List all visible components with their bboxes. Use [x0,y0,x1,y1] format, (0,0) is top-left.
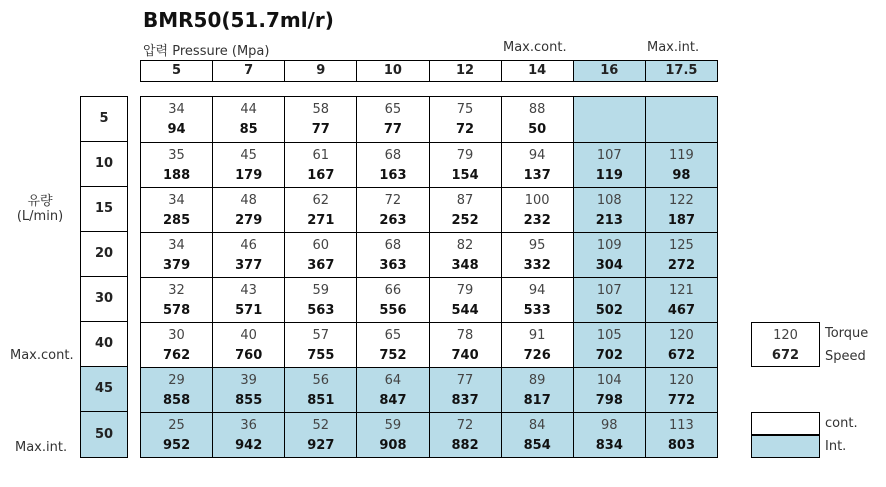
speed-value: 927 [307,438,335,453]
table-cell [429,413,501,457]
table-row [141,322,717,367]
flow-header-cell: 10 [80,141,128,186]
legend-cont-swatch [751,412,820,435]
torque-value: 89 [528,373,546,388]
torque-value: 43 [240,283,257,298]
torque-value: 108 [596,193,622,208]
torque-value: 35 [168,148,185,163]
pressure-header-cell: 7 [212,61,284,81]
torque-value: 68 [384,238,402,253]
torque-value: 87 [456,193,474,208]
speed-value: 952 [162,438,191,453]
speed-value: 755 [307,348,335,363]
table-cell [645,278,717,322]
table-cell [573,323,645,367]
torque-value: 59 [384,418,402,433]
pressure-header-cell: 10 [356,61,428,81]
pressure-header-row [140,60,718,82]
torque-value: 122 [669,193,694,208]
table-cell [501,278,573,322]
torque-value: 88 [528,102,546,117]
speed-value: 348 [451,258,479,273]
torque-value: 119 [669,148,694,163]
table-cell [645,233,717,277]
speed-value: 556 [379,303,407,318]
table-cell [573,368,645,412]
torque-value: 75 [456,102,474,117]
table-cell [356,233,428,277]
speed-value: 672 [667,348,695,363]
torque-value: 56 [312,373,330,388]
table-row [141,142,717,187]
table-cell [212,278,284,322]
speed-value: 252 [451,213,479,228]
speed-value: 882 [451,438,479,453]
table-cell [501,323,573,367]
torque-value: 113 [669,418,694,433]
torque-value: 48 [240,193,257,208]
flow-header-cell: 50 [80,411,128,458]
speed-value: 271 [307,213,335,228]
torque-value: 94 [528,148,546,163]
speed-value: 232 [523,213,551,228]
speed-value: 854 [523,438,551,453]
table-cell [501,368,573,412]
table-cell [141,188,212,232]
legend-speed-value: 672 [771,348,800,363]
pressure-header-cell: 14 [501,61,573,81]
speed-value: 279 [235,213,263,228]
table-cell [429,233,501,277]
speed-value: 50 [528,122,547,137]
speed-value: 187 [667,213,695,228]
table-cell [212,188,284,232]
table-cell [429,188,501,232]
legend-int-swatch [751,435,820,458]
speed-value: 467 [667,303,695,318]
torque-value: 107 [596,148,622,163]
table-cell [356,278,428,322]
torque-value: 91 [528,328,546,343]
speed-value: 942 [235,438,263,453]
torque-value: 57 [312,328,330,343]
speed-value: 851 [307,393,335,408]
table-cell [573,233,645,277]
table-row [141,232,717,277]
table-cell [429,278,501,322]
flow-header-cell: 20 [80,231,128,276]
table-cell [212,413,284,457]
torque-value: 98 [601,418,618,433]
table-cell [356,368,428,412]
table-cell [501,188,573,232]
table-cell [501,143,573,187]
torque-value: 34 [168,238,185,253]
max-cont-pressure-label: Max.cont. [503,40,567,55]
flow-header-cell: 15 [80,186,128,231]
torque-value: 100 [524,193,550,208]
flow-header-cell: 30 [80,276,128,321]
torque-value: 32 [168,283,185,298]
speed-value: 858 [162,393,191,408]
flow-axis-label-unit: (L/min) [16,209,64,224]
speed-value: 272 [667,258,695,273]
torque-value: 120 [669,328,694,343]
torque-value: 94 [528,283,546,298]
torque-value: 29 [168,373,185,388]
speed-value: 77 [311,122,330,137]
table-cell [573,188,645,232]
speed-value: 379 [162,258,191,273]
speed-value: 163 [379,168,407,183]
speed-value: 119 [595,168,623,183]
speed-value: 762 [162,348,191,363]
table-cell [212,368,284,412]
speed-value: 137 [523,168,551,183]
table-cell [284,97,356,142]
legend-int-label: Int. [825,439,847,454]
speed-value: 740 [451,348,479,363]
table-cell [284,413,356,457]
torque-value: 65 [384,328,402,343]
table-cell [429,368,501,412]
table-cell [141,233,212,277]
table-cell [501,413,573,457]
speed-value: 847 [379,393,407,408]
legend-torque-label: Torque [825,326,869,341]
flow-header-cell: 5 [80,96,128,141]
speed-value: 837 [451,393,479,408]
max-int-pressure-label: Max.int. [647,40,700,55]
table-cell [141,323,212,367]
torque-value: 79 [456,148,474,163]
speed-value: 188 [162,168,191,183]
pressure-header-cell: 9 [284,61,356,81]
table-cell [429,97,501,142]
speed-value: 502 [595,303,623,318]
speed-value: 363 [379,258,407,273]
table-cell [501,233,573,277]
speed-value: 213 [595,213,623,228]
torque-value: 68 [384,148,402,163]
speed-value: 167 [307,168,335,183]
speed-value: 760 [235,348,263,363]
torque-value: 58 [312,102,330,117]
table-cell [284,188,356,232]
speed-value: 908 [379,438,407,453]
torque-value: 36 [240,418,257,433]
flow-axis-label [15,190,65,224]
table-cell [356,188,428,232]
table-cell [429,143,501,187]
table-cell [573,97,645,142]
table-cell [284,233,356,277]
table-cell [645,368,717,412]
speed-value: 544 [451,303,479,318]
legend-speed-label: Speed [825,349,866,364]
torque-value: 77 [456,373,474,388]
table-cell [645,323,717,367]
speed-value: 304 [595,258,623,273]
table-row [141,187,717,232]
flow-header-cell: 45 [80,366,128,411]
table-cell [141,97,212,142]
flow-header-cell: 40 [80,321,128,366]
pressure-axis-label: 압력 Pressure (Mpa) [143,44,270,59]
torque-value: 61 [312,148,330,163]
table-cell [141,278,212,322]
table-cell [645,143,717,187]
torque-value: 66 [384,283,402,298]
table-cell [212,233,284,277]
torque-value: 39 [240,373,257,388]
torque-value: 72 [384,193,402,208]
torque-value: 25 [168,418,185,433]
table-row [141,97,717,142]
speed-value: 332 [523,258,551,273]
torque-value: 107 [596,283,622,298]
torque-value: 78 [456,328,474,343]
legend-value-box [751,322,820,367]
pressure-header-cell: 5 [172,63,182,78]
torque-value: 79 [456,283,474,298]
table-row [141,412,717,457]
speed-value: 377 [235,258,263,273]
table-cell [212,143,284,187]
table-cell [284,278,356,322]
pressure-header-cell: 16 [573,61,645,81]
speed-value: 772 [667,393,695,408]
speed-value: 578 [162,303,191,318]
table-cell [645,188,717,232]
table-cell [212,97,284,142]
torque-value: 64 [384,373,402,388]
table-cell [356,413,428,457]
table-cell [356,97,428,142]
speed-value: 752 [379,348,407,363]
torque-value: 84 [528,418,546,433]
torque-speed-table [140,96,718,458]
speed-value: 803 [667,438,695,453]
speed-value: 563 [307,303,335,318]
speed-value: 179 [235,168,263,183]
speed-value: 798 [595,393,623,408]
speed-value: 817 [523,393,551,408]
table-cell [573,143,645,187]
table-cell [645,97,717,142]
table-cell [141,413,212,457]
table-cell [573,413,645,457]
table-cell [284,143,356,187]
speed-value: 533 [523,303,551,318]
torque-value: 60 [312,238,330,253]
speed-value: 94 [167,122,186,137]
table-cell [284,323,356,367]
torque-value: 72 [456,418,474,433]
torque-value: 30 [168,328,185,343]
speed-value: 367 [307,258,335,273]
torque-value: 44 [240,102,257,117]
page-title: BMR50(51.7ml/r) [143,8,334,32]
table-cell [212,323,284,367]
speed-value: 834 [595,438,623,453]
torque-value: 46 [240,238,257,253]
torque-value: 34 [168,193,185,208]
torque-value: 104 [596,373,622,388]
speed-value: 702 [595,348,623,363]
max-int-flow-label: Max.int. [15,440,68,455]
speed-value: 72 [456,122,475,137]
torque-value: 52 [312,418,330,433]
table-row [141,367,717,412]
table-cell [141,368,212,412]
torque-value: 120 [669,373,694,388]
torque-value: 62 [312,193,330,208]
table-cell [501,97,573,142]
table-cell [356,323,428,367]
legend-cont-label: cont. [825,416,858,431]
speed-value: 726 [523,348,551,363]
table-cell [284,368,356,412]
torque-value: 59 [312,283,330,298]
pressure-header-cell: 17.5 [645,61,717,81]
pressure-header-cell: 12 [429,61,501,81]
flow-axis-label-korean: 유량 [27,194,53,209]
torque-value: 45 [240,148,257,163]
speed-value: 571 [235,303,263,318]
table-cell [573,278,645,322]
torque-value: 65 [384,102,402,117]
torque-value: 109 [596,238,622,253]
speed-value: 154 [451,168,479,183]
speed-value: 285 [162,213,191,228]
speed-value: 855 [235,393,263,408]
torque-value: 34 [168,102,185,117]
torque-value: 95 [528,238,546,253]
speed-value: 263 [379,213,407,228]
table-cell [429,323,501,367]
torque-value: 40 [240,328,257,343]
table-cell [141,143,212,187]
table-row [141,277,717,322]
legend-torque-value: 120 [773,328,798,343]
speed-value: 98 [672,168,691,183]
torque-value: 121 [669,283,694,298]
torque-value: 125 [669,238,694,253]
table-cell [645,413,717,457]
torque-value: 105 [596,328,622,343]
speed-value: 77 [383,122,402,137]
max-cont-flow-label: Max.cont. [10,348,74,363]
torque-value: 82 [456,238,474,253]
speed-value: 85 [239,122,258,137]
table-cell [356,143,428,187]
